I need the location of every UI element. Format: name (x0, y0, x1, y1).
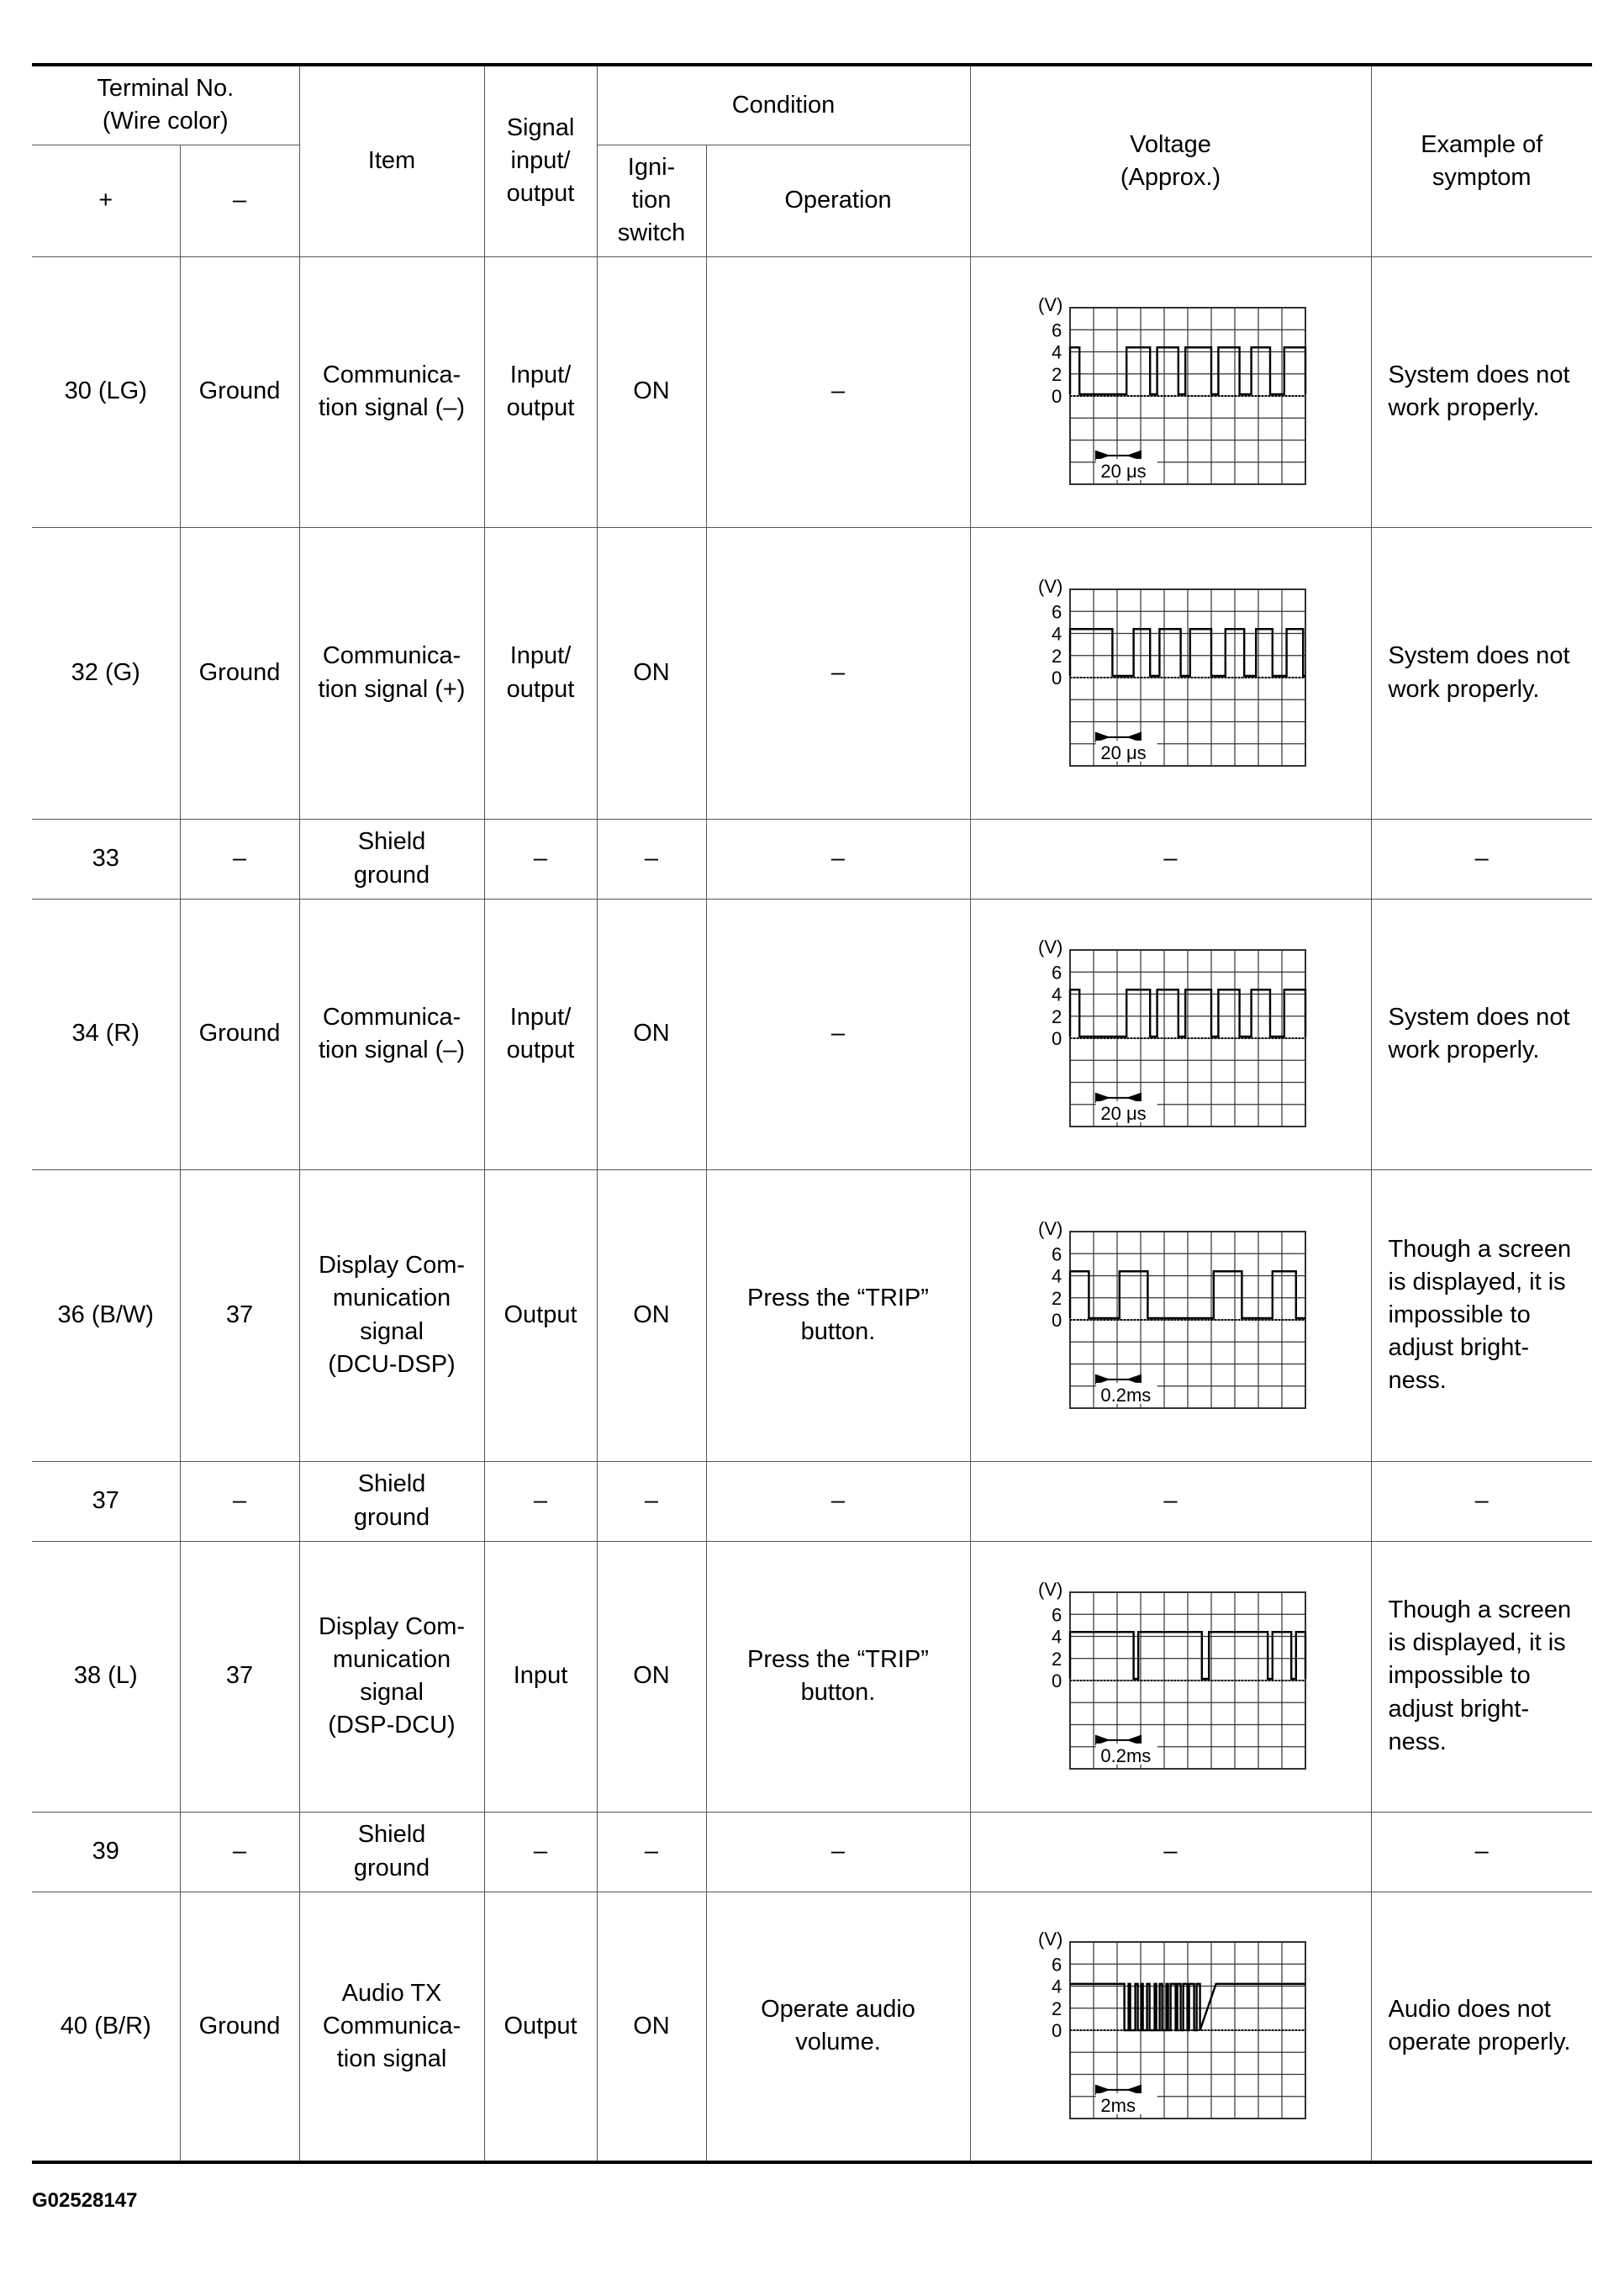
scope-tick-label: 4 (1051, 1265, 1062, 1286)
time-division-marker (1095, 1094, 1140, 1102)
scope-trace (1070, 1984, 1305, 2030)
table-body (32, 256, 1592, 2162)
header-terminal: Terminal No. (Wire color) (32, 65, 299, 145)
symptom-cell: Though a screen is displayed, it is impossible to adjust bright- ness. (1371, 1169, 1592, 1461)
symptom-cell: Audio does not operate properly. (1371, 1892, 1592, 2162)
header-minus: – (180, 145, 299, 256)
symptom-cell: System does not work properly. (1371, 899, 1592, 1169)
table-row (32, 1541, 1592, 1812)
signal-cell: Input/ output (484, 256, 597, 527)
time-division-label: 20 μs (1099, 1102, 1147, 1124)
oscilloscope-chart (1020, 1215, 1322, 1417)
signal-cell: Input/ output (484, 527, 597, 819)
ignition-cell: – (597, 1812, 706, 1892)
scope-tick-label: 2 (1051, 1287, 1062, 1309)
item-cell: Shield ground (299, 1812, 484, 1892)
symptom-cell: – (1371, 1812, 1592, 1892)
terminal-minus-cell: – (180, 1812, 299, 1892)
ignition-cell: – (597, 1461, 706, 1541)
table-row (32, 899, 1592, 1169)
time-division-marker (1095, 451, 1140, 460)
scope-unit-label: (V) (1037, 1929, 1062, 1950)
symptom-cell: Though a screen is displayed, it is impossible to adjust bright- ness. (1371, 1541, 1592, 1812)
scope-tick-label: 6 (1051, 962, 1062, 984)
terminal-minus-cell: Ground (180, 256, 299, 527)
time-division-marker (1095, 1736, 1140, 1744)
symptom-cell: System does not work properly. (1371, 256, 1592, 527)
symptom-cell: – (1371, 819, 1592, 899)
scope-unit-label: (V) (1037, 937, 1062, 958)
voltage-cell (970, 256, 1371, 527)
time-division-marker (1095, 732, 1140, 741)
ignition-cell: ON (597, 527, 706, 819)
terminal-minus-cell: Ground (180, 899, 299, 1169)
signal-cell: – (484, 1812, 597, 1892)
terminal-plus-cell: 32 (G) (32, 527, 180, 819)
table-row (32, 256, 1592, 527)
scope-tick-label: 2 (1051, 1005, 1062, 1027)
operation-cell: – (706, 1812, 970, 1892)
oscilloscope-chart (1020, 933, 1322, 1135)
item-cell: Shield ground (299, 819, 484, 899)
time-division-label: 20 μs (1099, 460, 1147, 482)
time-division-marker (1095, 1375, 1140, 1383)
voltage-cell: – (970, 1461, 1371, 1541)
voltage-cell (970, 1541, 1371, 1812)
terminal-plus-cell: 34 (R) (32, 899, 180, 1169)
scope-tick-label: 6 (1051, 319, 1062, 341)
operation-cell: Press the “TRIP” button. (706, 1541, 970, 1812)
scope-unit-label: (V) (1037, 294, 1062, 315)
terminal-minus-cell: Ground (180, 1892, 299, 2162)
terminal-minus-cell: Ground (180, 527, 299, 819)
scope-tick-label: 0 (1051, 1309, 1062, 1331)
terminal-plus-cell: 36 (B/W) (32, 1169, 180, 1461)
oscilloscope-chart (1020, 1925, 1322, 2127)
time-division-label: 20 μs (1099, 741, 1147, 763)
scope-tick-label: 0 (1051, 1670, 1062, 1691)
terminal-plus-cell: 37 (32, 1461, 180, 1541)
ignition-cell: ON (597, 899, 706, 1169)
voltage-cell (970, 1169, 1371, 1461)
time-division-label: 0.2ms (1099, 1384, 1151, 1406)
time-division-label: 2ms (1099, 2095, 1136, 2117)
symptom-cell: System does not work properly. (1371, 527, 1592, 819)
scope-tick-label: 2 (1051, 645, 1062, 667)
item-cell: Display Com- munication signal (DSP-DCU) (299, 1541, 484, 1812)
voltage-cell (970, 527, 1371, 819)
scope-unit-label: (V) (1037, 575, 1062, 597)
scope-tick-label: 4 (1051, 341, 1062, 363)
table-row (32, 1812, 1592, 1892)
signal-cell: – (484, 819, 597, 899)
header-ignition: Igni- tion switch (597, 145, 706, 256)
voltage-cell: – (970, 819, 1371, 899)
operation-cell: Press the “TRIP” button. (706, 1169, 970, 1461)
signal-cell: Output (484, 1169, 597, 1461)
voltage-cell (970, 1892, 1371, 2162)
oscilloscope-chart (1020, 1575, 1322, 1777)
operation-cell: Operate audio volume. (706, 1892, 970, 2162)
scope-tick-label: 2 (1051, 1648, 1062, 1670)
figure-id: G02528147 (32, 2189, 138, 2212)
header-voltage: Voltage (Approx.) (970, 65, 1371, 256)
operation-cell: – (706, 899, 970, 1169)
terminal-table (32, 63, 1592, 2164)
table-row (32, 1461, 1592, 1541)
time-division-label: 0.2ms (1099, 1744, 1151, 1766)
terminal-plus-cell: 38 (L) (32, 1541, 180, 1812)
header-signal: Signal input/ output (484, 65, 597, 256)
header-item: Item (299, 65, 484, 256)
operation-cell: – (706, 527, 970, 819)
terminal-minus-cell: – (180, 1461, 299, 1541)
ignition-cell: ON (597, 256, 706, 527)
terminal-minus-cell: 37 (180, 1541, 299, 1812)
symptom-cell: – (1371, 1461, 1592, 1541)
scope-tick-label: 4 (1051, 984, 1062, 1005)
oscilloscope-chart (1020, 573, 1322, 774)
scope-tick-label: 6 (1051, 1243, 1062, 1264)
header-plus: + (32, 145, 180, 256)
operation-cell: – (706, 819, 970, 899)
scope-tick-label: 6 (1051, 1954, 1062, 1976)
terminal-minus-cell: – (180, 819, 299, 899)
operation-cell: – (706, 1461, 970, 1541)
scope-tick-label: 2 (1051, 1998, 1062, 2019)
scope-unit-label: (V) (1037, 1579, 1062, 1600)
item-cell: Display Com- munication signal (DCU-DSP) (299, 1169, 484, 1461)
table-row (32, 819, 1592, 899)
ignition-cell: ON (597, 1892, 706, 2162)
time-division-marker (1095, 2086, 1140, 2094)
scope-tick-label: 6 (1051, 1604, 1062, 1626)
scope-tick-label: 0 (1051, 386, 1062, 407)
header-operation: Operation (706, 145, 970, 256)
terminal-plus-cell: 39 (32, 1812, 180, 1892)
signal-cell: Input (484, 1541, 597, 1812)
signal-cell: – (484, 1461, 597, 1541)
scope-tick-label: 0 (1051, 1028, 1062, 1049)
terminal-plus-cell: 40 (B/R) (32, 1892, 180, 2162)
terminal-plus-cell: 33 (32, 819, 180, 899)
scope-tick-label: 2 (1051, 363, 1062, 385)
scope-tick-label: 4 (1051, 1626, 1062, 1648)
signal-cell: Output (484, 1892, 597, 2162)
oscilloscope-chart (1020, 291, 1322, 493)
item-cell: Communica- tion signal (+) (299, 527, 484, 819)
header-symptom: Example of symptom (1371, 65, 1592, 256)
table-row (32, 527, 1592, 819)
scope-tick-label: 6 (1051, 600, 1062, 622)
scope-tick-label: 0 (1051, 667, 1062, 689)
table-row (32, 1892, 1592, 2162)
scope-unit-label: (V) (1037, 1217, 1062, 1239)
ignition-cell: ON (597, 1169, 706, 1461)
operation-cell: – (706, 256, 970, 527)
terminal-minus-cell: 37 (180, 1169, 299, 1461)
scope-tick-label: 4 (1051, 623, 1062, 644)
voltage-cell: – (970, 1812, 1371, 1892)
scope-tick-label: 4 (1051, 1976, 1062, 1997)
item-cell: Communica- tion signal (–) (299, 256, 484, 527)
item-cell: Shield ground (299, 1461, 484, 1541)
table-row (32, 1169, 1592, 1461)
terminal-plus-cell: 30 (LG) (32, 256, 180, 527)
voltage-cell (970, 899, 1371, 1169)
item-cell: Communica- tion signal (–) (299, 899, 484, 1169)
ignition-cell: ON (597, 1541, 706, 1812)
signal-cell: Input/ output (484, 899, 597, 1169)
ignition-cell: – (597, 819, 706, 899)
scope-tick-label: 0 (1051, 2020, 1062, 2042)
header-condition: Condition (597, 65, 970, 145)
item-cell: Audio TX Communica- tion signal (299, 1892, 484, 2162)
